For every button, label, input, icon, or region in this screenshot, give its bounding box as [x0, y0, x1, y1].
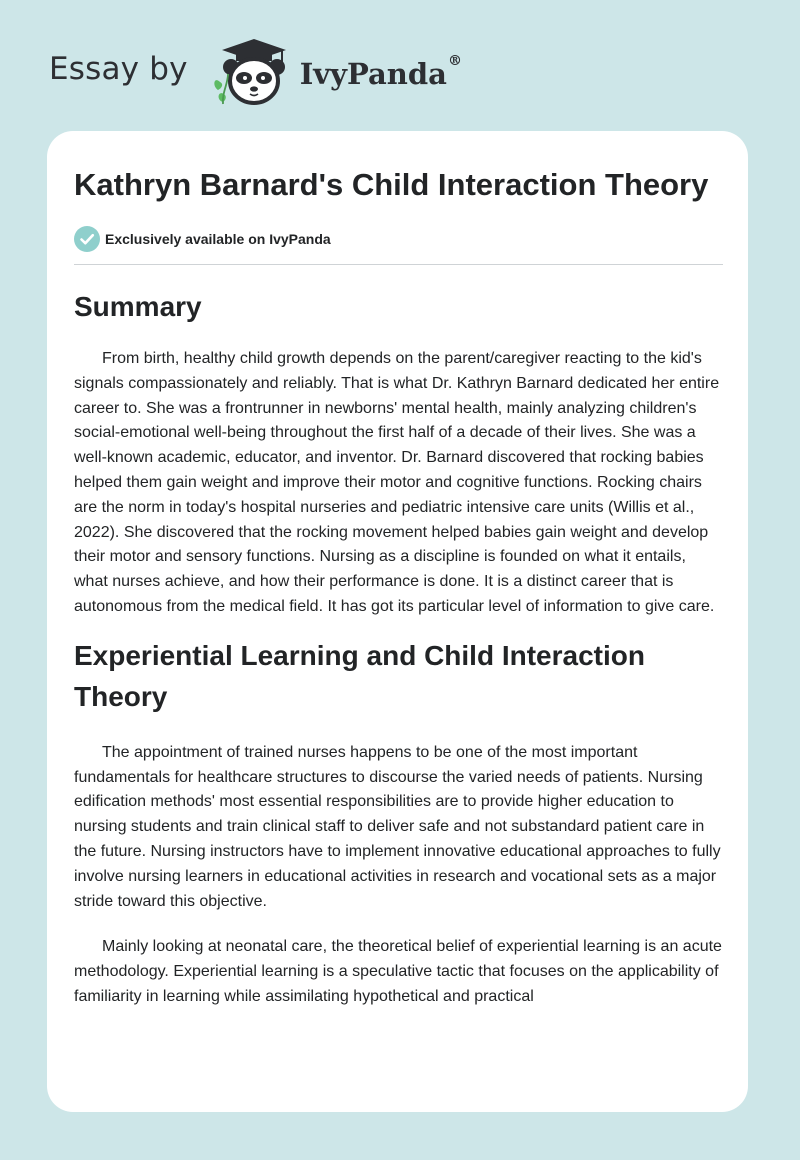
experiential-paragraph-2: Mainly looking at neonatal care, the theoretical belief of experiential learning is an acute methodology. Experiential learning is a speculative tactic that focuses on the applicability of familiarity in learning while assimilating hypothetical and practical [74, 938, 722, 1005]
essay-card [47, 131, 748, 1112]
exclusive-badge-text: Exclusively available on IvyPanda [105, 231, 331, 247]
panda-graduate-logo-icon[interactable] [206, 36, 294, 108]
experiential-paragraph-1: The appointment of trained nurses happens to be one of the most important fundamentals for healthcare structures to discourse the varied needs of patients. Nursing edification methods' most essential responsibilities are to provide higher education to nursing students and train clinical staff to deliver safe and not substandard patient care in the future. Nursing instructors have to implement innovative educational approaches to fully involve nursing learners in educational activities in research and vocational sets as a major stride toward this objective. [74, 743, 721, 910]
essay-title: Kathryn Barnard's Child Interaction Theory [74, 167, 709, 202]
exclusive-badge [74, 225, 724, 253]
site-header [49, 36, 462, 108]
summary-paragraph: From birth, healthy child growth depends on the parent/caregiver reacting to the kid's signals compassionately and reliably. That is what Dr. Kathryn Barnard dedicated her entire career to. She was a frontrunner in newborns' mental health, mainly analyzing children's social-emotional well-being throughout the first half of a decade of their lives. She was a well-known academic, educator, and inventor. Dr. Barnard discovered that rocking babies helped them gain weight and improve their motor and cognitive functions. Rocking chairs are the norm in today's hospital nurseries and pediatric intensive care units (Willis et al., 2022). She discovered that the rocking movement helped babies gain weight and develop their motor and sensory functions. Nursing as a discipline is founded on what it entails, what nurses achieve, and how their performance is done. It is a distinct career that is autonomous from the medical field. It has got its particular level of information to give care. [74, 350, 720, 615]
brand-name[interactable] [299, 53, 462, 91]
section-heading-summary: Summary [74, 291, 202, 322]
divider [74, 264, 723, 265]
essay-content [74, 164, 724, 1010]
check-circle-icon [74, 226, 100, 252]
registered-mark: ® [447, 53, 462, 69]
section-heading-experiential-learning: Experiential Learning and Child Interaction Theory [74, 639, 645, 712]
brand-text: IvyPanda [299, 57, 447, 91]
essay-by-label: Essay by [49, 51, 188, 87]
